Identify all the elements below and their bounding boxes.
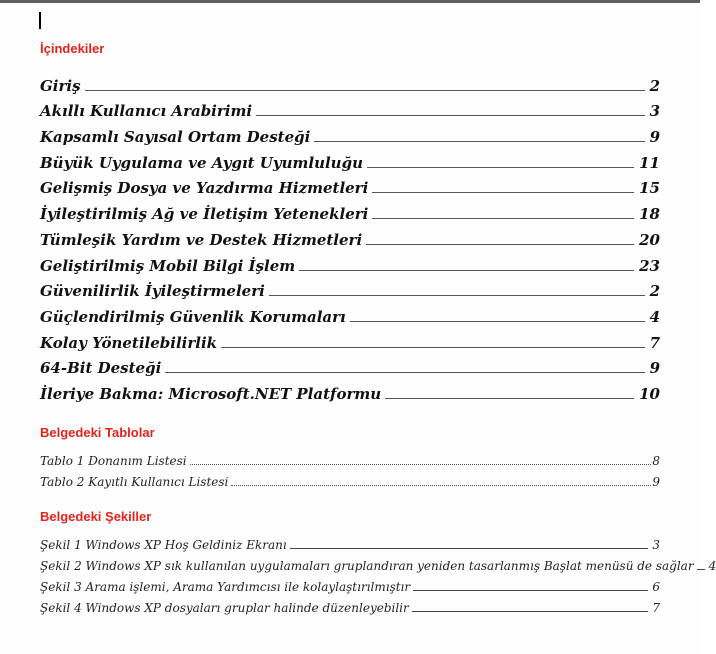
figures-list bbox=[40, 531, 716, 615]
toc-entry[interactable] bbox=[40, 95, 660, 121]
figure-entry-title: Şekil 4 Windows XP dosyaları gruplar halinde düzenleyebilir bbox=[40, 600, 409, 615]
toc-entry[interactable] bbox=[40, 249, 660, 275]
table-entry[interactable] bbox=[40, 447, 660, 468]
document-content bbox=[0, 41, 716, 615]
figure-entry-page: 4 bbox=[708, 558, 716, 573]
toc-entry-title: Güçlendirilmiş Güvenlik Korumaları bbox=[40, 307, 346, 326]
toc-entry[interactable] bbox=[40, 275, 660, 301]
figures-heading: Belgedeki Şekiller bbox=[40, 508, 152, 524]
toc-entry-title: İleriye Bakma: Microsoft.NET Platformu bbox=[40, 384, 382, 403]
figure-entry-page: 6 bbox=[652, 579, 660, 594]
figure-entry-title: Şekil 3 Arama işlemi, Arama Yardımcısı ile kolaylaştırılmıştır bbox=[40, 579, 411, 594]
toc-entry[interactable] bbox=[40, 223, 660, 249]
toc-entry-page: 9 bbox=[649, 128, 660, 147]
figure-entry[interactable] bbox=[40, 531, 660, 552]
toc-entry-page: 11 bbox=[639, 153, 660, 172]
tables-heading: Belgedeki Tablolar bbox=[40, 424, 155, 440]
toc-entry-title: 64-Bit Desteği bbox=[40, 359, 162, 378]
figure-entry-page: 3 bbox=[652, 537, 660, 552]
tab-leader bbox=[372, 218, 634, 219]
tab-leader bbox=[366, 244, 634, 245]
tab-leader bbox=[85, 90, 645, 91]
tab-leader bbox=[697, 569, 705, 570]
toc-entry[interactable] bbox=[40, 120, 660, 146]
toc-entry-title: Büyük Uygulama ve Aygıt Uyumluluğu bbox=[40, 153, 363, 172]
toc-entry-title: Tümleşik Yardım ve Destek Hizmetleri bbox=[40, 230, 363, 249]
tab-leader bbox=[413, 590, 648, 591]
toc-entry[interactable] bbox=[40, 300, 660, 326]
figure-entry-page: 7 bbox=[652, 600, 660, 615]
toc-entry-title: Geliştirilmiş Mobil Bilgi İşlem bbox=[40, 256, 296, 275]
toc-heading: İçindekiler bbox=[40, 41, 105, 56]
figure-entry-title: Şekil 2 Windows XP sık kullanılan uygulamaları gruplandıran yeniden tasarlanmış Başlat menüsü de sağlar bbox=[40, 558, 694, 573]
tab-leader bbox=[290, 548, 649, 549]
tab-leader bbox=[221, 347, 644, 348]
tables-list bbox=[40, 447, 660, 489]
toc-entry-page: 20 bbox=[639, 230, 660, 249]
toc-entry[interactable] bbox=[40, 172, 660, 198]
tab-leader bbox=[367, 167, 634, 168]
text-cursor bbox=[39, 12, 41, 29]
toc-list bbox=[40, 69, 660, 403]
toc-entry-page: 2 bbox=[649, 282, 660, 301]
toc-entry-title: Akıllı Kullanıcı Arabirimi bbox=[40, 102, 253, 121]
table-entry[interactable] bbox=[40, 468, 660, 489]
figure-entry-title: Şekil 1 Windows XP Hoş Geldiniz Ekranı bbox=[40, 537, 287, 552]
dotted-leader bbox=[231, 485, 651, 486]
toc-entry-page: 9 bbox=[649, 359, 660, 378]
table-entry-title: Tablo 1 Donanım Listesi bbox=[40, 453, 187, 468]
tab-leader bbox=[314, 141, 644, 142]
table-entry-page: 9 bbox=[652, 474, 660, 489]
toc-entry-title: Kapsamlı Sayısal Ortam Desteği bbox=[40, 128, 311, 147]
toc-entry-page: 2 bbox=[649, 76, 660, 95]
toc-entry-page: 15 bbox=[639, 179, 660, 198]
toc-entry[interactable] bbox=[40, 377, 660, 403]
tab-leader bbox=[372, 192, 634, 193]
tab-leader bbox=[165, 372, 644, 373]
table-entry-title: Tablo 2 Kayıtlı Kullanıcı Listesi bbox=[40, 474, 229, 489]
dotted-leader bbox=[190, 464, 652, 465]
tab-leader bbox=[412, 611, 649, 612]
toc-entry[interactable] bbox=[40, 197, 660, 223]
tab-leader bbox=[299, 270, 634, 271]
toc-entry-page: 4 bbox=[649, 307, 660, 326]
toc-entry-page: 23 bbox=[639, 256, 660, 275]
toc-entry[interactable] bbox=[40, 146, 660, 172]
toc-entry-title: Kolay Yönetilebilirlik bbox=[40, 333, 218, 352]
toc-entry-page: 7 bbox=[649, 333, 660, 352]
toc-entry-title: İyileştirilmiş Ağ ve İletişim Yetenekleri bbox=[40, 205, 369, 224]
toc-entry[interactable] bbox=[40, 69, 660, 95]
figure-entry[interactable] bbox=[40, 552, 716, 573]
tab-leader bbox=[385, 398, 634, 399]
figure-entry[interactable] bbox=[40, 573, 660, 594]
toc-entry[interactable] bbox=[40, 352, 660, 378]
toc-entry[interactable] bbox=[40, 326, 660, 352]
tab-leader bbox=[269, 295, 645, 296]
tab-leader bbox=[256, 115, 645, 116]
toc-entry-page: 10 bbox=[639, 384, 660, 403]
toc-entry-title: Güvenilirlik İyileştirmeleri bbox=[40, 282, 265, 301]
tab-leader bbox=[350, 321, 645, 322]
figure-entry[interactable] bbox=[40, 594, 660, 615]
toc-entry-page: 3 bbox=[649, 102, 660, 121]
table-entry-page: 8 bbox=[652, 453, 660, 468]
toc-entry-title: Gelişmiş Dosya ve Yazdırma Hizmetleri bbox=[40, 179, 369, 198]
toc-entry-title: Giriş bbox=[40, 76, 81, 95]
toc-entry-page: 18 bbox=[639, 205, 660, 224]
